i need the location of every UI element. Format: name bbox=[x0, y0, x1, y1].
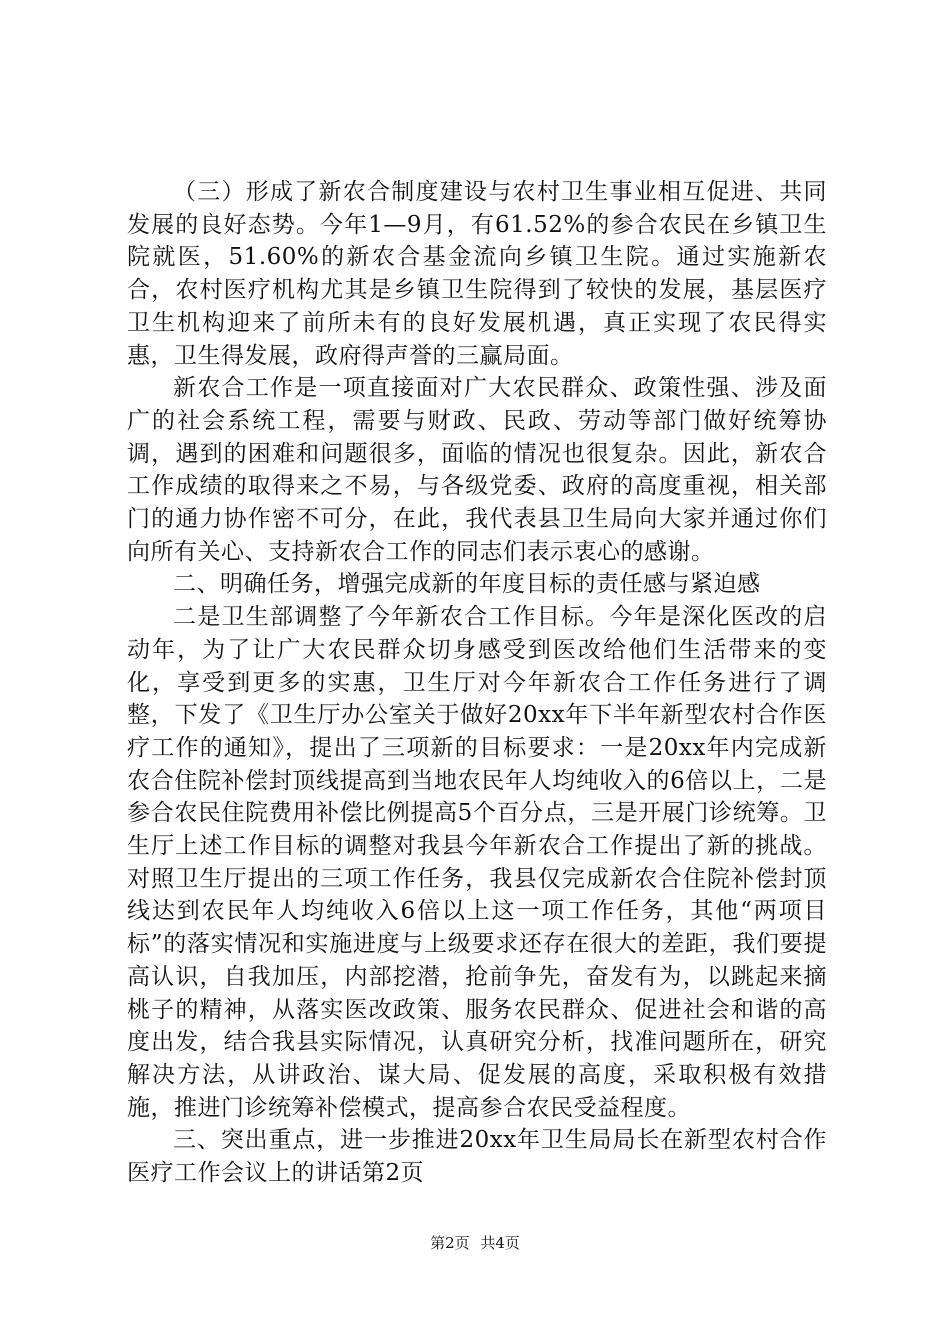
paragraph-targets: 二是卫生部调整了今年新农合工作目标。今年是深化医改的启动年，为了让广大农民群众切身感受到医改给他们生活带来的变化，享受到更多的实惠，卫生厅对今年新农合工作任务进行了调整，下发了《卫生厅办公室关于做好20xx年下半年新型农村合作医疗工作的通知》，提出了三项新的目标要求：一是20xx年内完成新农合住院补偿封顶线提高到当地农民年人均纯收入的6倍以上，二是参合农民住院费用补偿比例提高5个百分点，三是开展门诊统筹。卫生厅上述工作目标的调整对我县今年新农合工作提出了新的挑战。对照卫生厅提出的三项工作任务，我县仅完成新农合住院补偿封顶线达到农民年人均纯收入6倍以上这一项工作任务，其他“两项目标”的落实情况和实施进度与上级要求还存在很大的差距，我们要提高认识，自我加压，内部挖潜，抢前争先，奋发有为，以跳起来摘桃子的精神，从落实医改政策、服务农民群众、促进社会和谐的高度出发，结合我县实际情况，认真研究分析，找准问题所在，研究解决方法，从讲政治、谋大局、促发展的高度，采取积极有效措施，推进门诊统筹补偿模式，提高参合农民受益程度。 bbox=[127, 604, 827, 1121]
page-footer bbox=[0, 1233, 950, 1253]
paragraph-achievements: （三）形成了新农合制度建设与农村卫生事业相互促进、共同发展的良好态势。今年1—9月，有61.52%的参合农民在乡镇卫生院就医，51.60%的新农合基金流向乡镇卫生院。通过实施新农合，农村医疗机构尤其是乡镇卫生院得到了较快的发展，基层医疗卫生机构迎来了前所未有的良好发展机遇，真正实现了农民得实惠，卫生得发展，政府得声誉的三赢局面。 bbox=[127, 179, 827, 369]
page-number: 第2页 bbox=[430, 1234, 470, 1252]
paragraph-thanks: 新农合工作是一项直接面对广大农民群众、政策性强、涉及面广的社会系统工程，需要与财政、民政、劳动等部门做好统筹协调，遇到的困难和问题很多，面临的情况也很复杂。因此，新农合工作成绩的取得来之不易，与各级党委、政府的高度重视，相关部门的通力协作密不可分，在此，我代表县卫生局向大家并通过你们向所有关心、支持新农合工作的同志们表示衷心的感谢。 bbox=[127, 375, 827, 565]
section-heading-2: 二、明确任务，增强完成新的年度目标的责任感与紧迫感 bbox=[173, 571, 761, 598]
page-total: 共4页 bbox=[480, 1234, 520, 1252]
document-body bbox=[127, 176, 827, 1190]
section-heading-3: 三、突出重点，进一步推进20xx年卫生局局长在新型农村合作医疗工作会议上的讲话第2页 bbox=[127, 1127, 827, 1187]
